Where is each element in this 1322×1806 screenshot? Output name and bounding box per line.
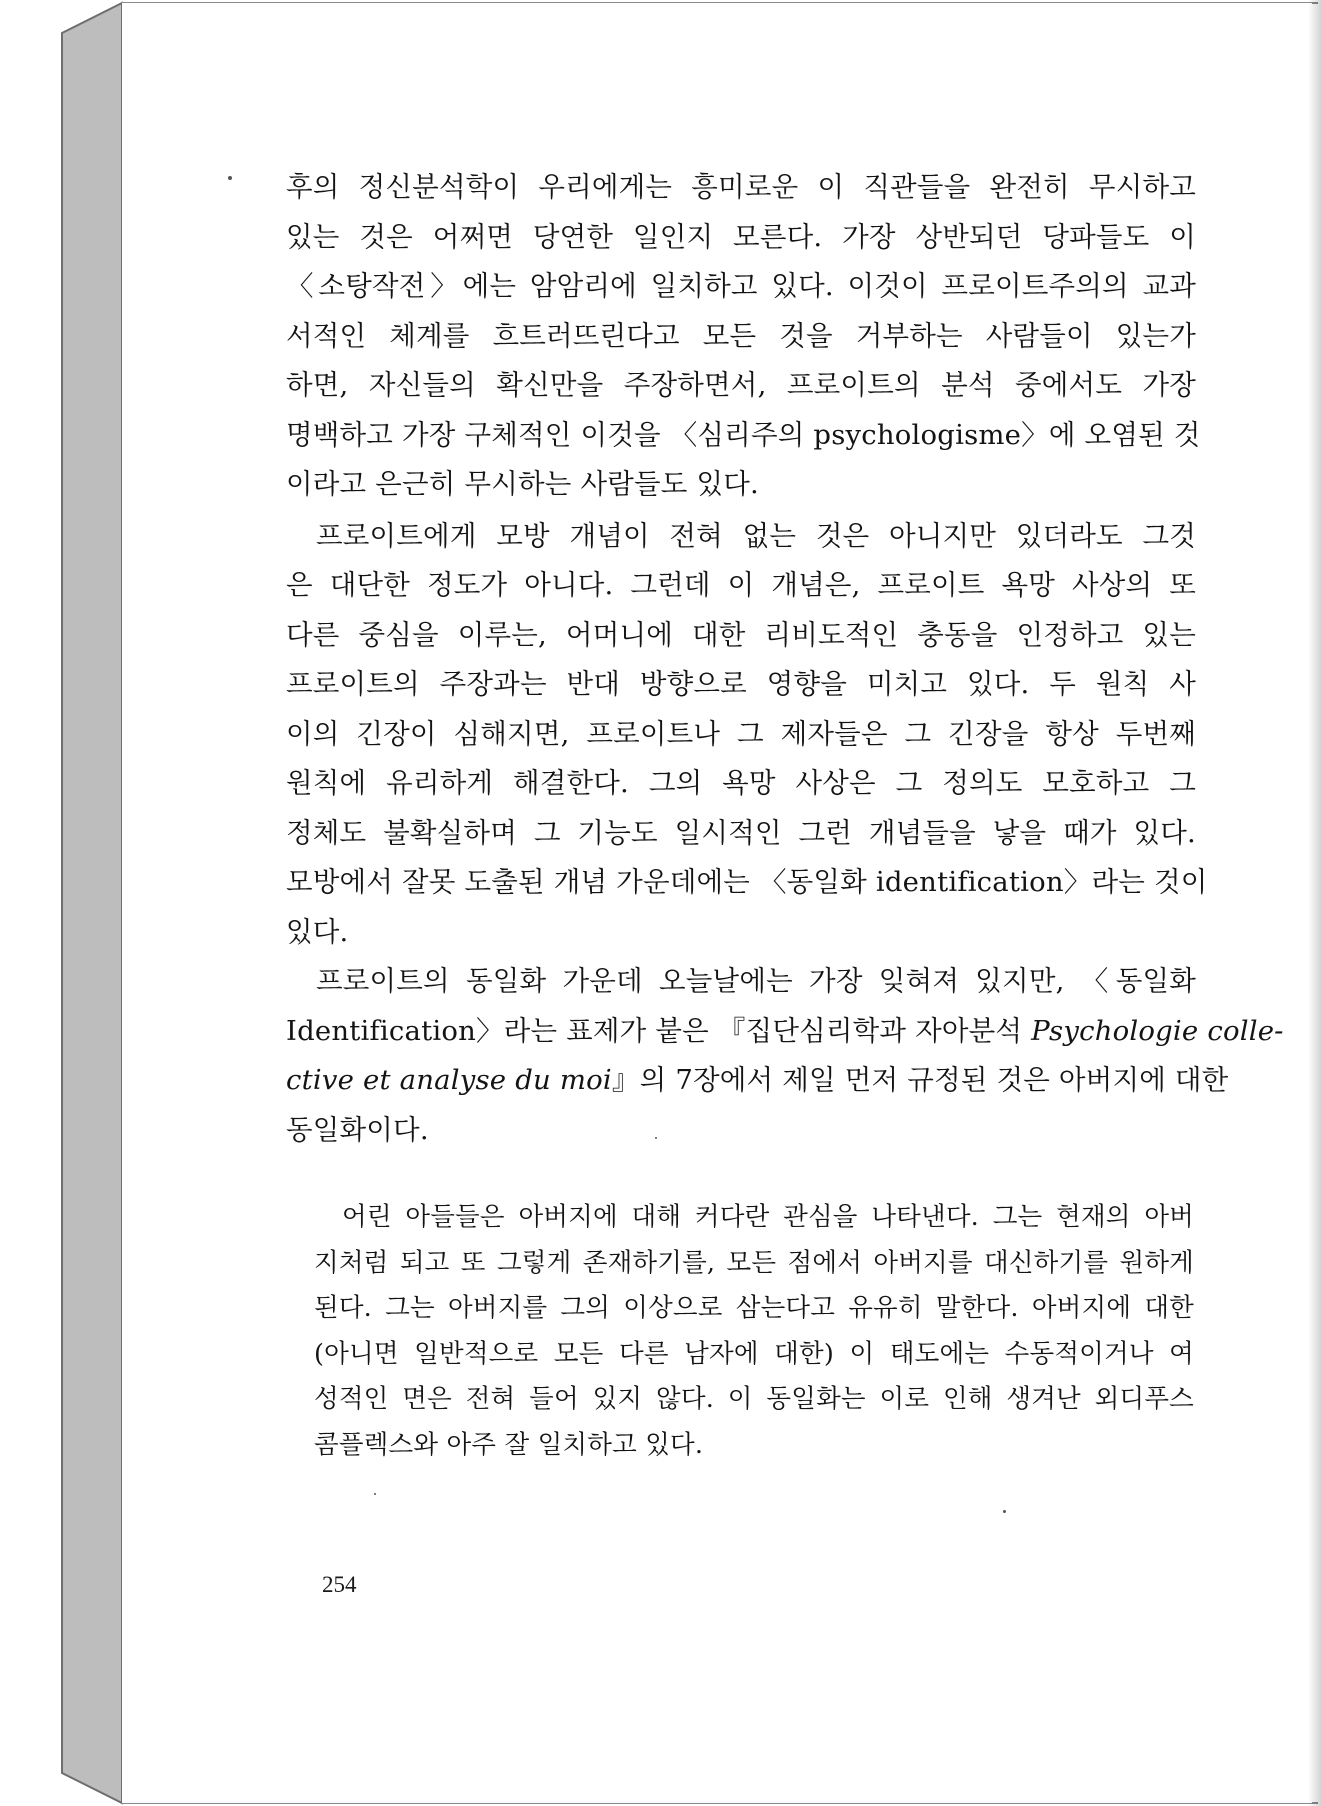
- text-line: 은 대단한 정도가 아니다. 그런데 이 개념은, 프로이트 욕망 사상의 또: [286, 569, 1196, 601]
- text-line: 이의 긴장이 심해지면, 프로이트나 그 제자들은 그 긴장을 항상 두번째: [286, 717, 1196, 750]
- scan-speck: [374, 1493, 376, 1495]
- scan-speck: [1003, 1510, 1006, 1513]
- page-right-shadow: [1308, 0, 1322, 1806]
- quote-line: 어린 아들들은 아버지에 대해 커다란 관심을 나타낸다. 그는 현재의 아버: [342, 1202, 1194, 1232]
- text-line: 있는 것은 어쩌면 당연한 일인지 모른다. 가장 상반되던 당파들도 이: [286, 220, 1196, 253]
- text-line: 서적인 체계를 흐트러뜨린다고 모든 것을 거부하는 사람들이 있는가: [286, 319, 1196, 352]
- text-line: 정체도 불확실하며 그 기능도 일시적인 그런 개념들을 낳을 때가 있다.: [286, 816, 1196, 849]
- quote-line: 된다. 그는 아버지를 그의 이상으로 삼는다고 유유히 말한다. 아버지에 대한: [314, 1293, 1194, 1323]
- paragraph-2: [286, 512, 1208, 958]
- text-line: 원칙에 유리하게 해결한다. 그의 욕망 사상은 그 정의도 모호하고 그: [286, 767, 1196, 799]
- text-line: 후의 정신분석학이 우리에게는 흥미로운 이 직관들을 완전히 무시하고: [286, 171, 1196, 203]
- quote-line: 콤플렉스와 아주 잘 일치하고 있다.: [314, 1429, 704, 1460]
- text-line: 명백하고 가장 구체적인 이것을 〈심리주의 psychologisme〉에 오염된 것: [286, 418, 1201, 451]
- text-line: 〈소탕작전〉에는 암암리에 일치하고 있다. 이것이 프로이트주의의 교과: [286, 270, 1196, 302]
- paragraph-1: [286, 163, 1201, 510]
- body-text: [286, 163, 1284, 1155]
- text-line: 프로이트의 동일화 가운데 오늘날에는 가장 잊혀져 있지만, 〈동일화: [316, 965, 1196, 997]
- paragraph-3: [286, 957, 1284, 1155]
- text-line: 프로이트의 주장과는 반대 방향으로 영향을 미치고 있다. 두 원칙 사: [286, 668, 1196, 700]
- quote-line: 지처럼 되고 또 그렇게 존재하기를, 모든 점에서 아버지를 대신하기를 원하게: [314, 1247, 1194, 1278]
- quote-line: (아니면 일반적으로 모든 다른 남자에 대한) 이 태도에는 수동적이거나 여: [314, 1338, 1194, 1369]
- scan-speck: [228, 176, 232, 180]
- text-line: 하면, 자신들의 확신만을 주장하면서, 프로이트의 분석 중에서도 가장: [286, 369, 1196, 401]
- quote-line: 성적인 면은 전혀 들어 있지 않다. 이 동일화는 이로 인해 생겨난 외디푸스: [314, 1384, 1194, 1414]
- text-line: 있다.: [286, 915, 349, 948]
- text-line: 다른 중심을 이루는, 어머니에 대한 리비도적인 충동을 인정하고 있는: [286, 618, 1196, 651]
- text-line: [286, 1056, 1229, 1106]
- text-line: 이라고 은근히 무시하는 사람들도 있다.: [286, 468, 759, 500]
- text-line: [286, 1007, 1284, 1057]
- title-line-b: ctive et analyse du moi』의 7장에서 제일 먼저 규정된 것은 아버지에 대한: [286, 1064, 1229, 1096]
- page-number: 254: [322, 1572, 357, 1597]
- title-line-a: Identification〉라는 표제가 붙은 『집단심리학과 자아분석 Psychologie colle-: [286, 1014, 1284, 1047]
- text-line: 프로이트에게 모방 개념이 전혀 없는 것은 아니지만 있더라도 그것: [316, 519, 1196, 552]
- text-line: 동일화이다.: [286, 1113, 429, 1146]
- text-line: 모방에서 잘못 도출된 개념 가운데에는 〈동일화 identification〉라는 것이: [286, 866, 1208, 898]
- block-quote: [314, 1195, 1194, 1468]
